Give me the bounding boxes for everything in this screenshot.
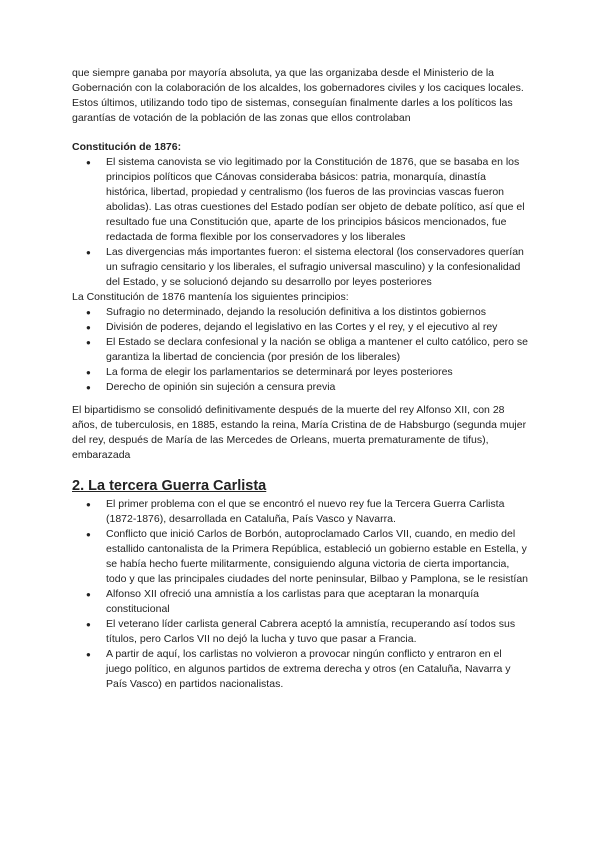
- bipartidismo-paragraph: El bipartidismo se consolidó definitivamente después de la muerte del rey Alfonso XII, con 28 años, de tuberculosis, en 1885, estando la reina, María Cristina de de Habsburgo (segunda mujer del rey, después de María de las Mercedes de Orleans, muerta prematuramente de tifus), embarazada: [72, 404, 527, 461]
- list-item: ● Sufragio no determinado, dejando la resolución definitiva a los distintos gobiernos: [72, 305, 530, 320]
- intro-paragraph: que siempre ganaba por mayoría absoluta, ya que las organizaba desde el Ministerio de la Gobernación con la colaboración de los alcaldes, los gobernadores civiles y los caciques locales. Estos últimos, utilizando todo tipo de sistemas, conseguían finalmente darles a los políticos las garantías de votación de la población de las zonas que ellos controlaban: [72, 67, 524, 124]
- constitution-bullet-list: [72, 155, 530, 290]
- principles-list: [72, 305, 530, 395]
- section-heading-carlist-war: 2. La tercera Guerra Carlista: [72, 478, 267, 494]
- document-page: [72, 66, 530, 692]
- list-item: ● El veterano líder carlista general Cabrera aceptó la amnistía, recuperando así todos sus títulos, pero Carlos VII no dejó la lucha y tuvo que pasar a Francia.: [72, 617, 530, 647]
- constitution-heading: Constitución de 1876:: [72, 141, 182, 153]
- list-item: ● El sistema canovista se vio legitimado por la Constitución de 1876, que se basaba en los principios políticos que Cánovas consideraba básicos: patria, monarquía, dinastía histórica, libertad, propiedad y centralismo (los fueros de las provincias vascas fueron abolidas). Las otras cuestiones del Estado podían ser objeto de debate político, así que el resultado fue una Constitución que, aparte de los principios básicos mencionados, fue redactada de forma flexible por los conservadores y los liberales: [72, 155, 530, 245]
- list-item: ● El Estado se declara confesional y la nación se obliga a mantener el culto católico, pero se garantiza la libertad de conciencia (por presión de los liberales): [72, 335, 530, 365]
- list-item: ● Conflicto que inició Carlos de Borbón, autoproclamado Carlos VII, cuando, en medio del estallido cantonalista de la Primera República, estableció un gobierno estable en Estella, y se había hecho fuerte militarmente, consiguiendo alguna victoria de cierta importancia, todo y que las principales ciudades del norte peninsular, Bilbao y Pamplona, se le resistían: [72, 527, 530, 587]
- list-item: ● División de poderes, dejando el legislativo en las Cortes y el rey, y el ejecutivo al rey: [72, 320, 530, 335]
- principles-intro: La Constitución de 1876 mantenía los siguientes principios:: [72, 291, 349, 303]
- list-item: ● Alfonso XII ofreció una amnistía a los carlistas para que aceptaran la monarquía constitucional: [72, 587, 530, 617]
- list-item: ● El primer problema con el que se encontró el nuevo rey fue la Tercera Guerra Carlista (1872-1876), desarrollada en Cataluña, País Vasco y Navarra.: [72, 497, 530, 527]
- list-item: ● Las divergencias más importantes fueron: el sistema electoral (los conservadores querían un sufragio censitario y los liberales, el sufragio universal masculino) y la confesionalidad del Estado, y se solucionó dejando su desarrollo por leyes posteriores: [72, 245, 530, 290]
- list-item: ● La forma de elegir los parlamentarios se determinará por leyes posteriores: [72, 365, 530, 380]
- list-item: ● Derecho de opinión sin sujeción a censura previa: [72, 380, 530, 395]
- carlist-bullet-list: [72, 497, 530, 692]
- list-item: ● A partir de aquí, los carlistas no volvieron a provocar ningún conflicto y entraron en el juego político, en algunos partidos de extrema derecha y otros (en Cataluña, Navarra y País Vasco) en partidos nacionalistas.: [72, 647, 530, 692]
